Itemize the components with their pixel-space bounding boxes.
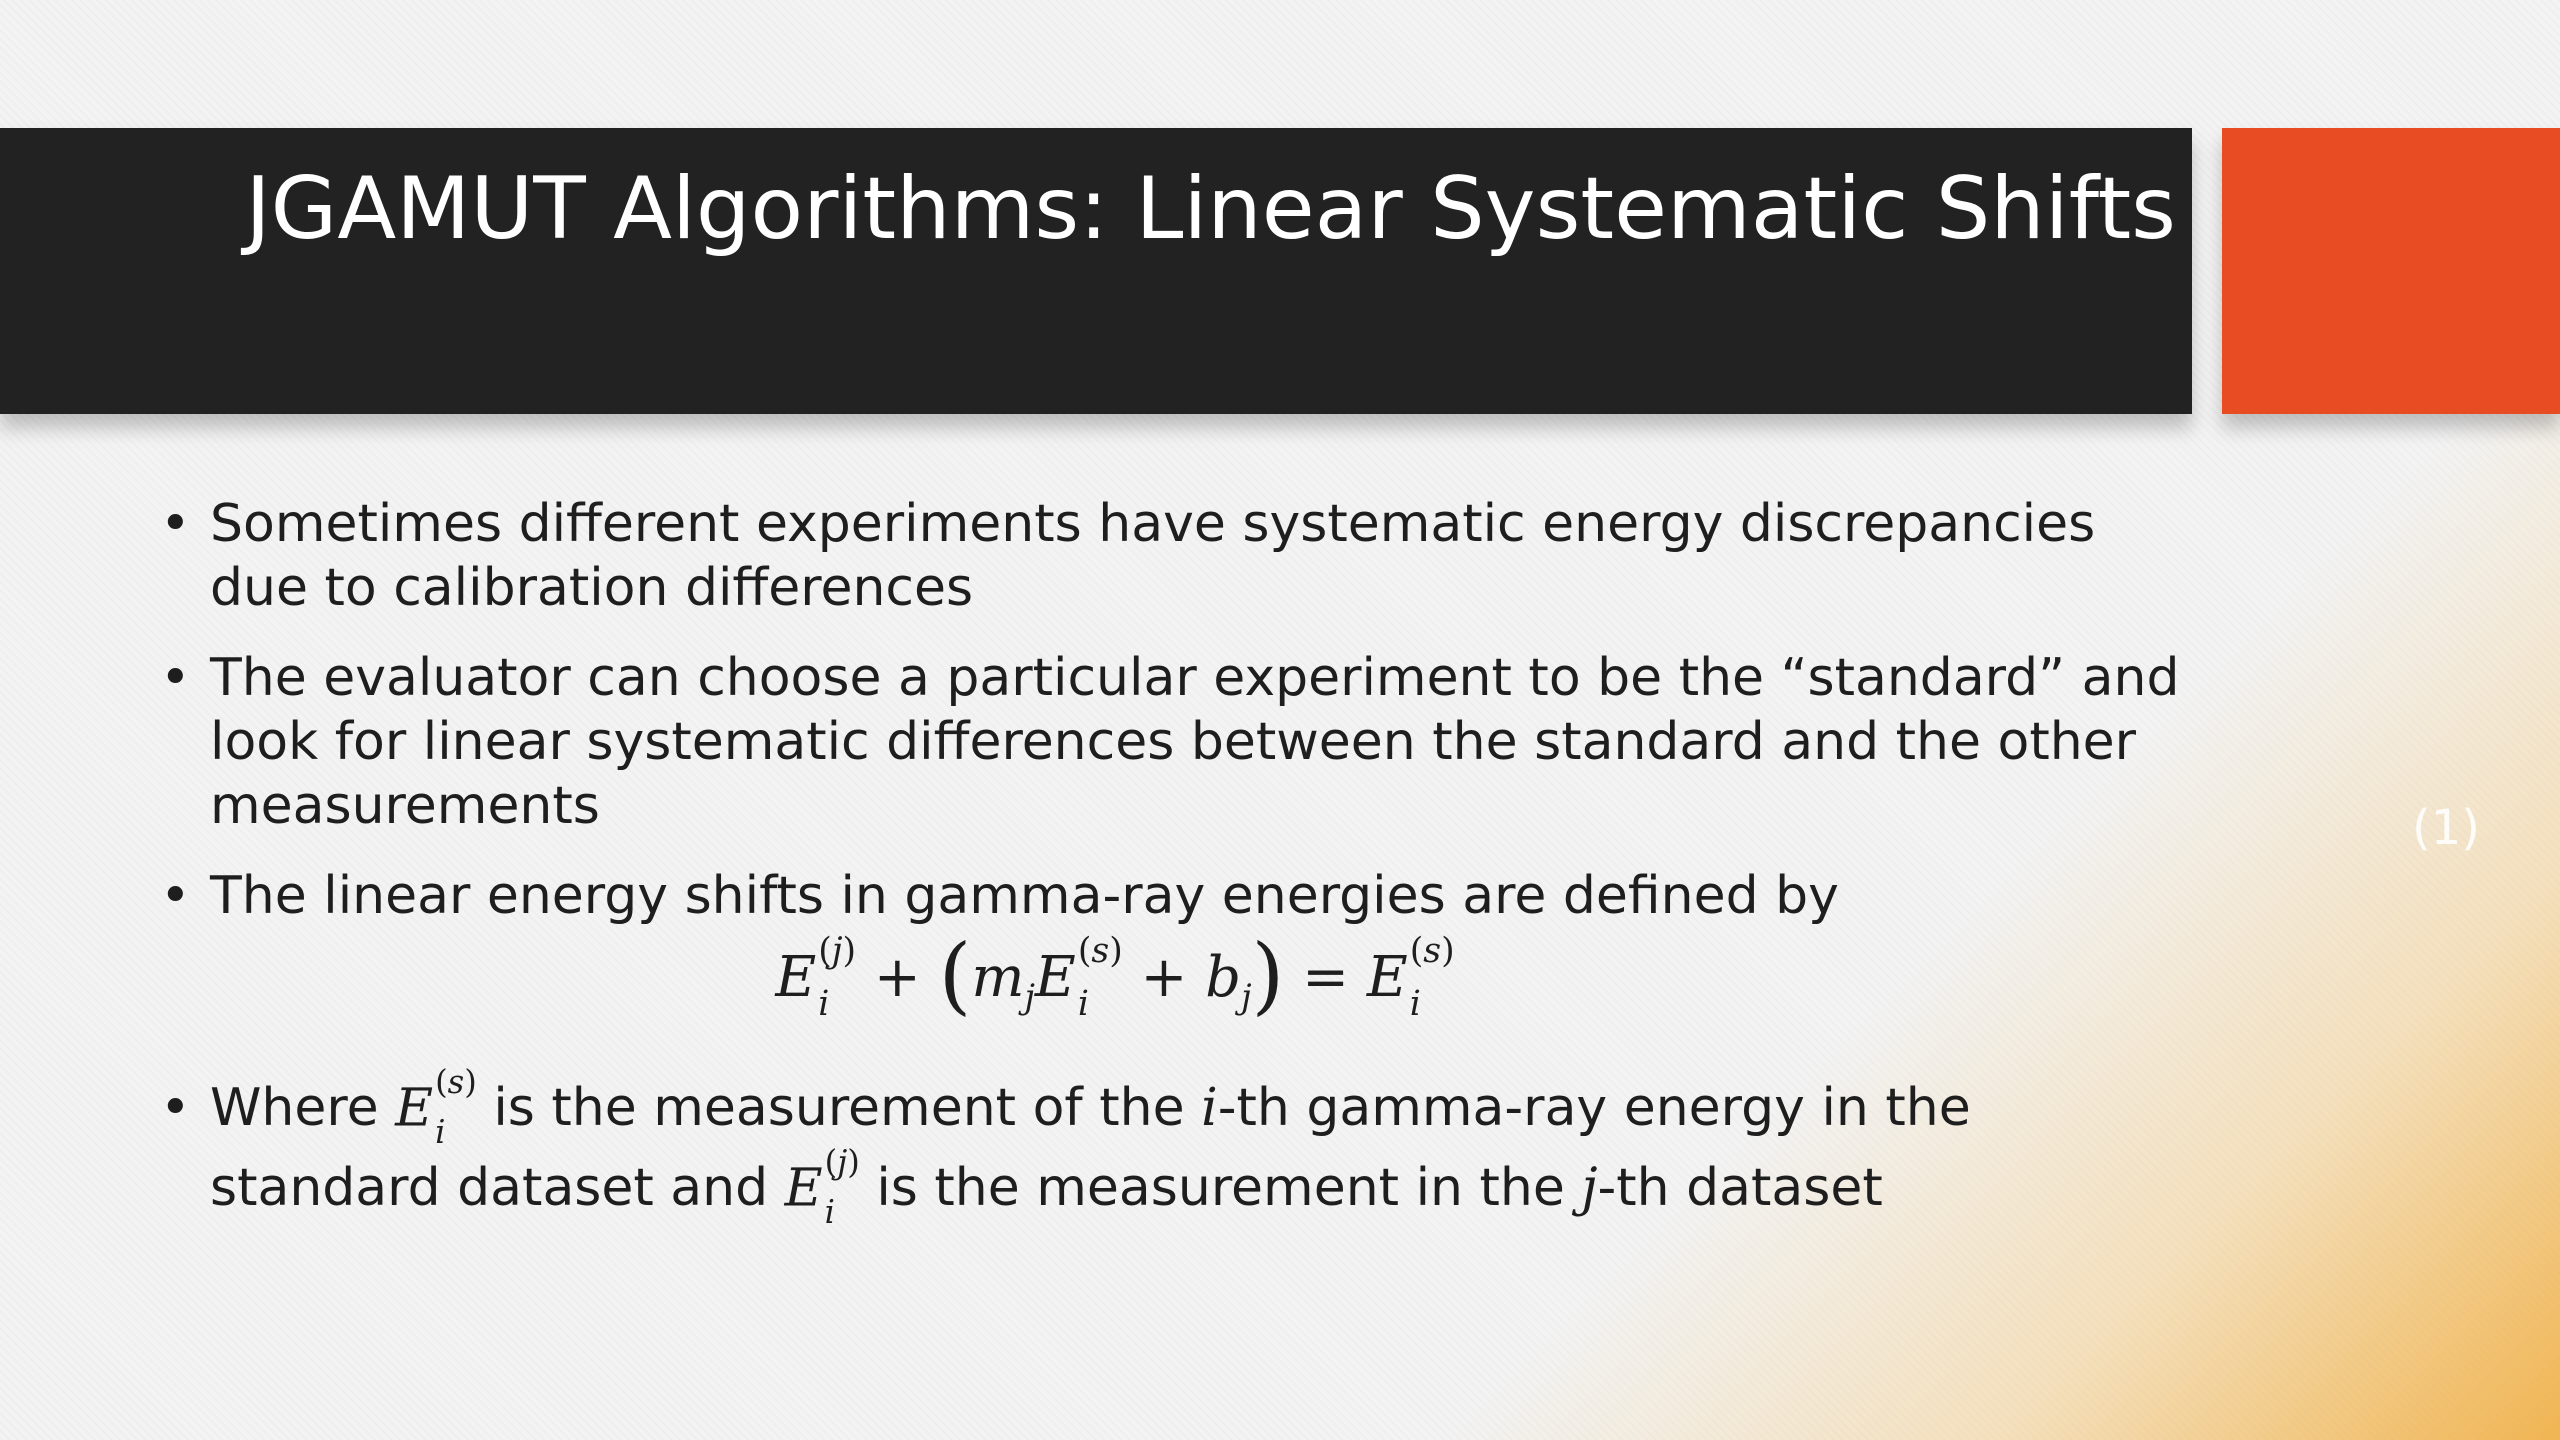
bullet-text-part: Where [210,1078,396,1139]
bullet-list [150,492,2200,1254]
math-symbol: E (j) i [784,1142,860,1231]
accent-block [2222,128,2560,414]
title-bar [0,128,2192,414]
bullet-dot: • [160,866,191,926]
equation: E (j) i + ($m_jE$ (s) i + $b_j) = E$ (s) i [775,926,1455,1024]
bullet-dot: • [160,1078,191,1139]
bullet-item [150,646,2200,838]
bullet-text: Sometimes different experiments have systematic energy discrepancies due to calibration differences [210,494,2096,618]
bullet-text-part: is the measurement of the [476,1078,1202,1139]
math-symbol: j [1581,1158,1598,1219]
bullet-text: The linear energy shifts in gamma-ray energies are defined by [210,866,1839,926]
bullet-item [150,864,2200,1042]
slide-title: JGAMUT Algorithms: Linear Systematic Shifts [245,159,2176,259]
equation-number: (1) [2412,800,2480,856]
bullet-text-part: -th dataset [1597,1158,1883,1219]
bullet-dot: • [160,494,191,554]
bullet-item [150,1062,2200,1231]
math-symbol: E (s) i [395,1062,477,1151]
bullet-text-part: is the measurement in the [859,1158,1582,1219]
bullet-item [150,492,2200,620]
math-symbol: i [1201,1078,1218,1139]
bullet-dot: • [160,648,191,708]
bullet-text: The evaluator can choose a particular experiment to be the “standard” and look for linear systematic differences between the standard and the other measurements [210,648,2180,836]
bullet-text-part: -th gamma-ray energy in the standard dataset and [210,1078,1971,1219]
